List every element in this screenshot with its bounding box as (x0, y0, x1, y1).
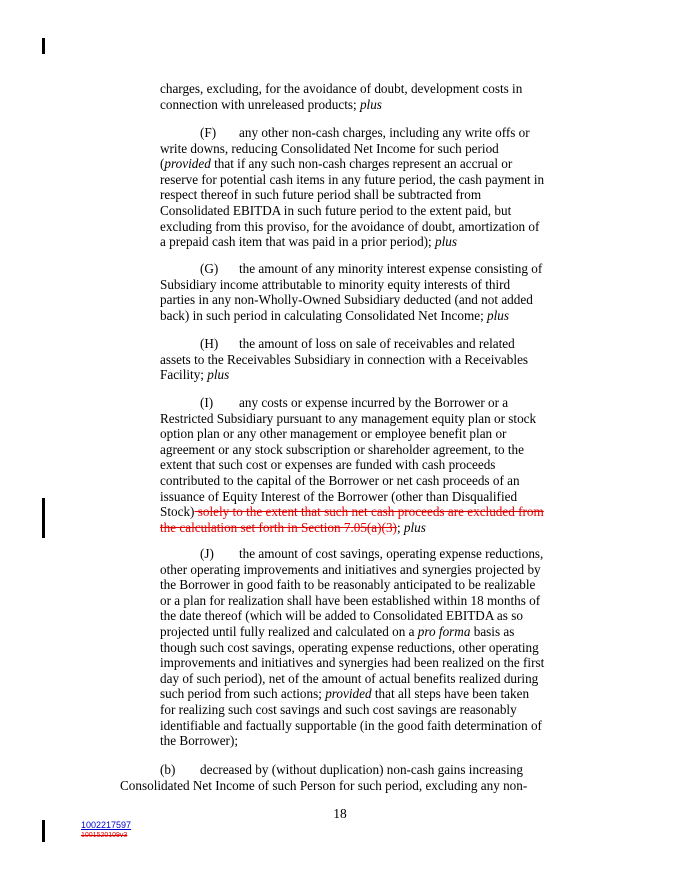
italic-plus: plus (207, 367, 230, 383)
clause-label: (I) (200, 395, 214, 410)
paragraph-G (160, 261, 542, 323)
paragraph-b (120, 762, 527, 793)
italic-plus: plus (487, 307, 510, 323)
paragraph-text: any other non-cash charges, including any write offs or write downs, reducing Consolidated Net Income for such period ( (160, 125, 530, 172)
change-bar (42, 38, 45, 54)
italic-provided: provided (325, 686, 372, 702)
paragraph-text: decreased by (without duplication) non-cash gains increasing Consolidated Net Income of such Person for such period, excluding any non- (120, 762, 528, 793)
paragraph-text: that all steps have been taken for realizing such cost savings and such cost savings are reasonably identifiable and factually supportable (in the good faith determination of the Borrower); (160, 686, 542, 749)
deleted-document-id: 1001520109v3 (81, 832, 128, 839)
change-bar (42, 498, 45, 538)
paragraph-H (160, 336, 528, 383)
page-number: 18 (333, 806, 347, 821)
clause-label: (G) (200, 261, 219, 276)
paragraph-J (160, 546, 544, 749)
paragraph-continuation (160, 81, 522, 112)
paragraph-text: that if any such non-cash charges represent an accrual or reserve for potential cash items in any future period, the cash payment in respect thereof in such future period shall be subtracted from Consolidated EBITDA in such future period to the extent paid, but excluding from this proviso, for the avoidance of doubt, amortization of a prepaid cash item that was paid in a prior period); (160, 156, 545, 250)
paragraph-text: any costs or expense incurred by the Borrower or a Restricted Subsidiary pursuant to any management equity plan or stock option plan or any other management or employee benefit plan or agreement or any stock subscription or shareholder agreement, to the extent that such cost or expenses are funded with cash proceeds contributed to the capital of the Borrower or net cash proceeds of an issuance of Equity Interest of the Borrower (other than Disqualified Stock) (160, 395, 537, 520)
italic-provided: provided (164, 156, 211, 172)
paragraph-text: ; (396, 519, 404, 535)
clause-label: (H) (200, 336, 219, 351)
italic-pro-forma: pro forma (417, 623, 471, 639)
paragraph-text: basis as though such cost savings, operating expense reductions, other operating improvements and initiatives and synergies had been realized on the first day of such period), net of the amount of actual benefits realized during such period from such actions; (160, 623, 545, 702)
document-id: 1002217597 (81, 820, 132, 830)
change-bar (42, 820, 45, 842)
clause-label: (b) (160, 762, 176, 777)
clause-label: (J) (200, 546, 214, 561)
deleted-text: solely to the extent that such net cash proceeds are excluded from the calculation set forth in Section 7.05(a)(3) (160, 504, 544, 535)
italic-plus: plus (403, 519, 426, 535)
paragraph-text: the amount of loss on sale of receivables and related assets to the Receivables Subsidiary in connection with a Receivables Facility; (160, 336, 529, 383)
paragraph-I (160, 395, 544, 535)
italic-plus: plus (359, 96, 382, 112)
paragraph-text: charges, excluding, for the avoidance of doubt, development costs in connection with unreleased products; (160, 81, 523, 112)
paragraph-text: the amount of cost savings, operating expense reductions, other operating improvements and initiatives and synergies projected by the Borrower in good faith to be reasonably anticipated to be realizable or a plan for realization shall have been established within 18 months of the date thereof (which will be added to Consolidated EBITDA as so projected until fully realized and calculated on a (160, 546, 544, 639)
italic-plus: plus (435, 234, 457, 250)
clause-label: (F) (200, 125, 217, 140)
paragraph-text: the amount of any minority interest expense consisting of Subsidiary income attributable to minority equity interests of third parties in any non-Wholly-Owned Subsidiary deducted (and not added back) in such period in calculating Consolidated Net Income; (160, 261, 543, 323)
paragraph-F (160, 125, 544, 250)
